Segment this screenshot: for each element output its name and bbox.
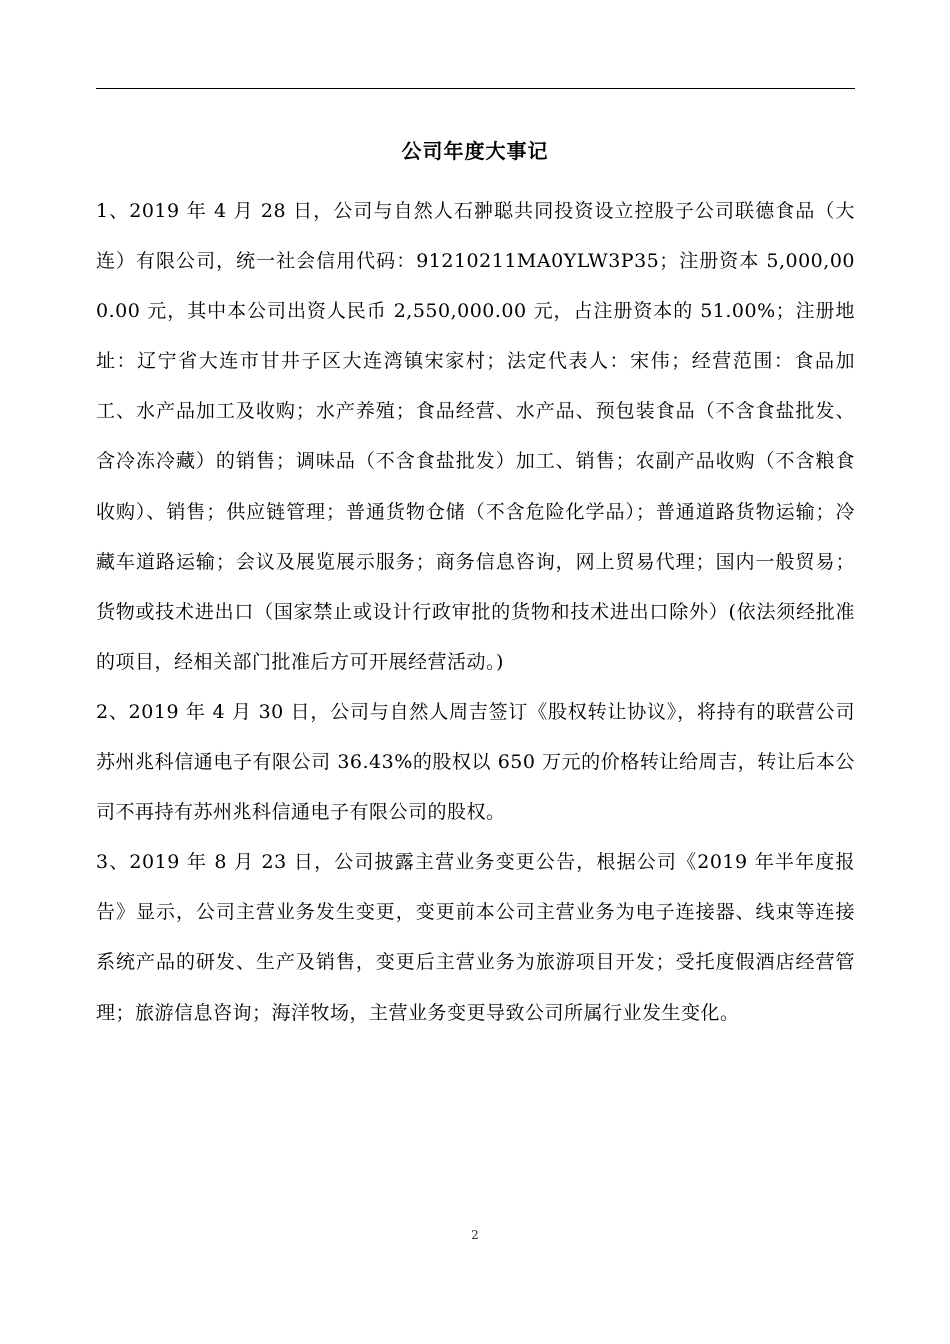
event-paragraph-3: 3、2019 年 8 月 23 日，公司披露主营业务变更公告，根据公司《2019 年半年度报告》显示，公司主营业务发生变更，变更前本公司主营业务为电子连接器、线束等连接系统产品的研发、生产及销售，变更后主营业务为旅游项目开发；受托度假酒店经营管理；旅游信息咨询；海洋牧场，主营业务变更导致公司所属行业发生变化。 (96, 851, 855, 1024)
event-paragraph-1: 1、2019 年 4 月 28 日，公司与自然人石翀聪共同投资设立控股子公司联德食品（大连）有限公司，统一社会信用代码：91210211MA0YLW3P35；注册资本 5,000,000.00 元，其中本公司出资人民币 2,550,000.00 元，占注册资本的 51.00%；注册地址：辽宁省大连市甘井子区大连湾镇宋家村；法定代表人：宋伟；经营范围：食品加工、水产品加工及收购；水产养殖；食品经营、水产品、预包装食品（不含食盐批发、含冷冻冷藏）的销售；调味品（不含食盐批发）加工、销售；农副产品收购（不含粮食收购）、销售；供应链管理；普通货物仓储（不含危险化学品）；普通道路货物运输；冷藏车道路运输；会议及展览展示服务；商务信息咨询，网上贸易代理；国内一般贸易；货物或技术进出口（国家禁止或设计行政审批的货物和技术进出口除外）(依法须经批准的项目，经相关部门批准后方可开展经营活动。) (96, 200, 855, 673)
page-number: 2 (471, 1228, 479, 1242)
page-title: 公司年度大事记 (401, 139, 549, 163)
event-paragraph-2: 2、2019 年 4 月 30 日，公司与自然人周吉签订《股权转让协议》，将持有的联营公司苏州兆科信通电子有限公司 36.43%的股权以 650 万元的价格转让给周吉，转让后本公司不再持有苏州兆科信通电子有限公司的股权。 (96, 700, 855, 824)
header-rule (96, 88, 855, 89)
document-body (96, 186, 855, 1038)
